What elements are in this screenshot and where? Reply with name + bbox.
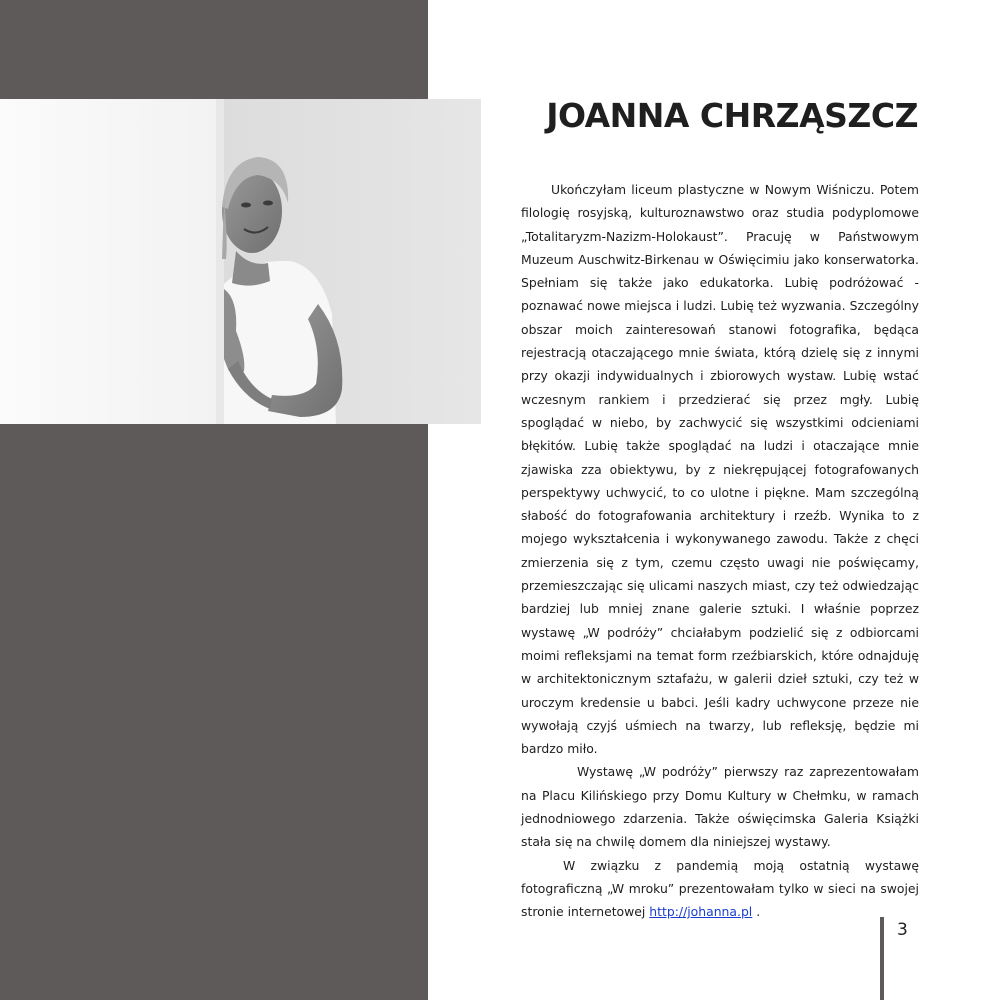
biography-paragraph-2: Wystawę „W podróży” pierwszy raz zaprezentowałam na Placu Kilińskiego przy Domu Kultury w Chełmku, w ramach jednodniowego zdarzenia. Także oświęcimska Galeria Książki stała się na chwilę domem dla niniejszej wystawy. (521, 764, 919, 850)
biography-paragraph-1: Ukończyłam liceum plastyczne w Nowym Wiśniczu. Potem filologię rosyjską, kulturoznawstwo oraz studia podyplomowe „Totalitaryzm-Nazizm-Holokaust”. Pracuję w Państwowym Muzeum Auschwitz-Birkenau w Oświęcimiu jako konserwatorka. Spełniam się także jako edukatorka. Lubię podróżować - poznawać nowe miejsca i ludzi. Lubię też wyzwania. Szczególny obszar moich zainteresowań stanowi fotografika, będąca rejestracją otaczającego mnie świata, którą dzielę się z innymi przy okazji indywidualnych i zbiorowych wystaw. Lubię wstać wczesnym rankiem i przedzierać się przez mgły. Lubię spoglądać w niebo, by zachwycić się wszystkimi odcieniami błękitów. Lubię także spoglądać na ludzi i otaczające mnie zjawiska zza obiektywu, by z niekrępującej fotografowanych perspektywy uchwycić, to co ulotne i piękne. Mam szczególną słabość do fotografowania architektury i rzeźb. Wynika to z mojego wykształcenia i wykonywanego zawodu. Także z chęci zmierzenia się z tym, czemu często uwagi nie poświęcamy, przemieszczając się ulicami naszych miast, czy też odwiedzając bardziej lub mniej znane galerie sztuki. I właśnie poprzez wystawę „W podróży” chciałabym podzielić się z odbiorcami moimi refleksjami na temat form rzeźbiarskich, które odnajduję w architektonicznym sztafażu, w galerii dzieł sztuki, czy też w uroczym kredensie u babci. Jeśli kadry uchwycone przeze nie wywołają czyjś uśmiech na twarzy, lub refleksję, będzie mi bardzo miło. (521, 182, 919, 757)
page-title: JOANNA CHRZĄSZCZ (546, 96, 918, 135)
biography-paragraph-3 (521, 854, 919, 924)
page-number: 3 (897, 920, 908, 940)
website-link[interactable]: http://johanna.pl (649, 904, 753, 920)
page-number-rule (880, 917, 884, 1000)
paragraph-3-end: . (752, 904, 761, 920)
portrait-photo (0, 99, 481, 424)
paragraph-3-text: W związku z pandemią moją ostatnią wystawę fotograficzną „W mroku” prezentowałam tylko w sieci na swojej stronie internetowej (521, 857, 919, 920)
biography-text (521, 178, 919, 924)
